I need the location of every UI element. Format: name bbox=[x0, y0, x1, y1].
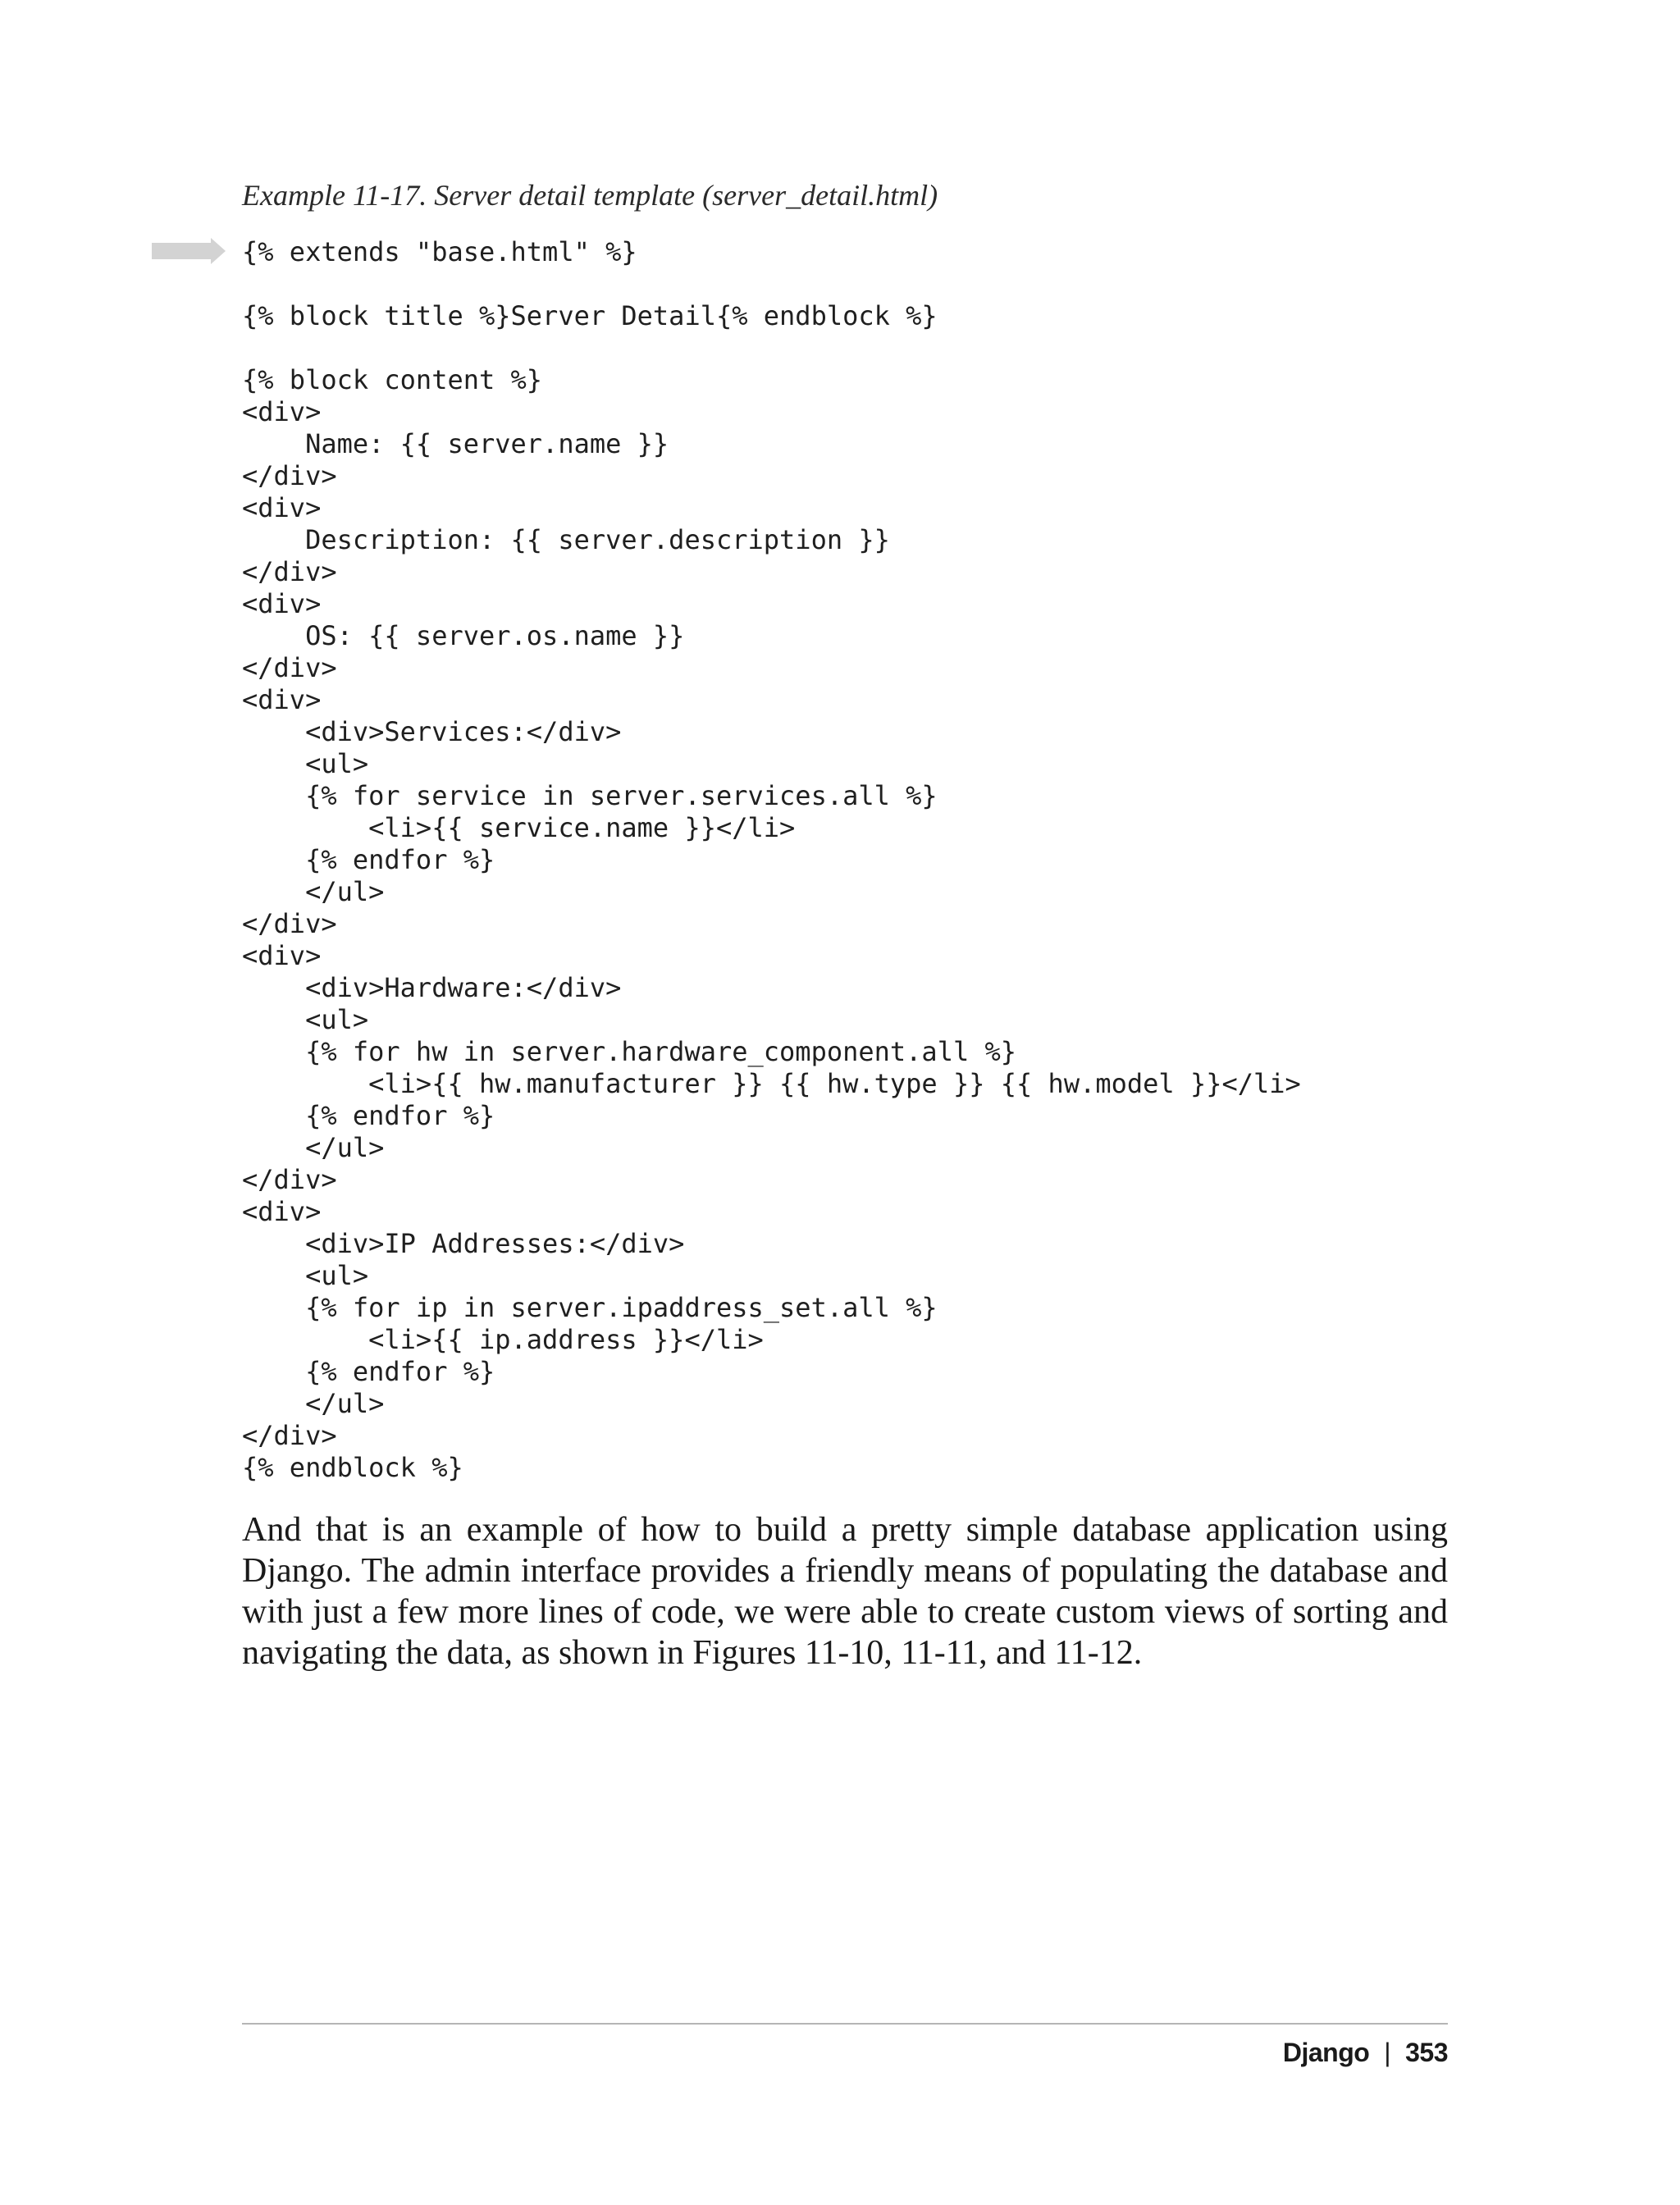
footer-section-title: Django bbox=[1282, 2038, 1370, 2067]
code-line: </div> bbox=[242, 908, 337, 939]
arrow-right-icon bbox=[152, 238, 226, 264]
code-line: OS: {{ server.os.name }} bbox=[242, 620, 685, 651]
code-line bbox=[242, 332, 1301, 364]
code-line: {% endfor %} bbox=[242, 1356, 495, 1387]
code-line: <div>Services:</div> bbox=[242, 716, 622, 747]
example-caption: Example 11-17. Server detail template (server_detail.html) bbox=[242, 179, 938, 212]
code-line: </div> bbox=[242, 460, 337, 491]
code-line: <div> bbox=[242, 396, 322, 427]
code-line: <li>{{ ip.address }}</li> bbox=[242, 1324, 764, 1355]
code-listing bbox=[242, 236, 1301, 1484]
code-line: {% for hw in server.hardware_component.all %} bbox=[242, 1036, 1017, 1067]
footer-separator: | bbox=[1384, 2038, 1391, 2067]
code-line: {% block content %} bbox=[242, 364, 543, 395]
code-line: {% block title %}Server Detail{% endblock %} bbox=[242, 300, 938, 331]
code-line: {% endfor %} bbox=[242, 1100, 495, 1131]
code-line: <ul> bbox=[242, 748, 369, 779]
code-line: {% for ip in server.ipaddress_set.all %} bbox=[242, 1292, 938, 1323]
footer-rule bbox=[242, 2023, 1448, 2025]
code-line: {% endblock %} bbox=[242, 1452, 463, 1483]
code-line bbox=[242, 268, 1301, 300]
code-line: <li>{{ service.name }}</li> bbox=[242, 812, 796, 843]
code-line: <li>{{ hw.manufacturer }} {{ hw.type }} {{ hw.model }}</li> bbox=[242, 1068, 1301, 1099]
code-line: {% endfor %} bbox=[242, 844, 495, 875]
code-line: {% extends "base.html" %} bbox=[242, 236, 637, 267]
code-line: <div> bbox=[242, 940, 322, 971]
body-paragraph: And that is an example of how to build a pretty simple database application using Django. The admin interface provides a friendly means of populating the database and with just a few more lines of code, we were able to create custom views of sorting and navigating the data, as shown in Figures 11-10, 11-11, and 11-12. bbox=[242, 1511, 1448, 1672]
code-line: {% for service in server.services.all %} bbox=[242, 780, 938, 811]
code-line: <div>IP Addresses:</div> bbox=[242, 1228, 685, 1259]
code-line: Name: {{ server.name }} bbox=[242, 428, 669, 459]
code-line: </ul> bbox=[242, 1132, 385, 1163]
code-line: <div> bbox=[242, 1196, 322, 1227]
page-number: 353 bbox=[1405, 2038, 1448, 2067]
code-line: </div> bbox=[242, 1420, 337, 1451]
running-footer bbox=[1283, 2036, 1448, 2069]
code-line: Description: {{ server.description }} bbox=[242, 524, 890, 555]
code-line: </div> bbox=[242, 556, 337, 587]
code-line: </div> bbox=[242, 652, 337, 683]
code-line: <ul> bbox=[242, 1260, 369, 1291]
code-line: <div> bbox=[242, 492, 322, 523]
code-line: <div>Hardware:</div> bbox=[242, 972, 622, 1003]
code-line: <ul> bbox=[242, 1004, 369, 1035]
code-line: </ul> bbox=[242, 1388, 385, 1419]
code-line: <div> bbox=[242, 588, 322, 619]
code-line: <div> bbox=[242, 684, 322, 715]
code-line: </div> bbox=[242, 1164, 337, 1195]
code-line: </ul> bbox=[242, 876, 385, 907]
